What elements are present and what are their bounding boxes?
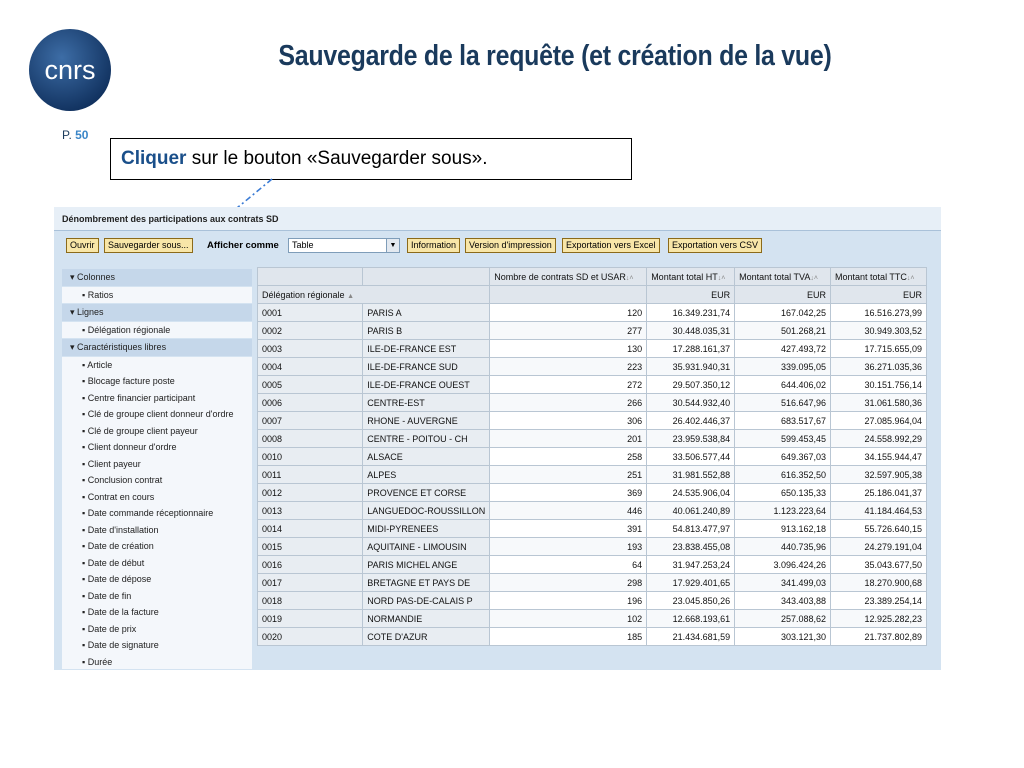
- table-row: [258, 340, 927, 358]
- value-cell: 21.737.802,89: [831, 628, 927, 646]
- export-csv-button[interactable]: Exportation vers CSV: [668, 238, 762, 253]
- region-code-cell[interactable]: 0014: [258, 520, 363, 538]
- nav-item[interactable]: ▪ Clé de groupe client donneur d'ordre: [62, 406, 252, 423]
- display-as-label: Afficher comme: [207, 240, 279, 251]
- column-header[interactable]: [490, 268, 647, 286]
- callout-emphasis: Cliquer: [121, 148, 187, 169]
- nav-item[interactable]: ▪ Date de prix: [62, 621, 252, 638]
- value-cell: 913.162,18: [735, 520, 831, 538]
- value-cell: 23.838.455,08: [647, 538, 735, 556]
- header-row: [258, 268, 927, 286]
- value-cell: 440.735,96: [735, 538, 831, 556]
- value-cell: 30.448.035,31: [647, 322, 735, 340]
- region-name-cell[interactable]: NORMANDIE: [363, 610, 490, 628]
- nav-item[interactable]: ▪ Date de création: [62, 538, 252, 555]
- value-cell: 24.535.906,04: [647, 484, 735, 502]
- value-cell: 3.096.424,26: [735, 556, 831, 574]
- value-cell: 33.506.577,44: [647, 448, 735, 466]
- region-code-cell[interactable]: 0004: [258, 358, 363, 376]
- nav-item-label: Clé de groupe client payeur: [87, 425, 198, 436]
- value-cell: 17.715.655,09: [831, 340, 927, 358]
- cnrs-logo: [28, 28, 112, 112]
- table-row: [258, 466, 927, 484]
- value-cell: 64: [490, 556, 647, 574]
- nav-item[interactable]: ▪ Centre financier participant: [62, 390, 252, 407]
- report-toolbar: [54, 232, 941, 262]
- results-body: [258, 304, 927, 646]
- table-row: [258, 592, 927, 610]
- table-row: [258, 628, 927, 646]
- region-code-cell[interactable]: 0002: [258, 322, 363, 340]
- display-as-select[interactable]: [288, 238, 400, 253]
- region-name-cell[interactable]: COTE D'AZUR: [363, 628, 490, 646]
- value-cell: 193: [490, 538, 647, 556]
- print-version-button[interactable]: Version d'impression: [465, 238, 556, 253]
- nav-item[interactable]: ▪ Ratios: [62, 287, 252, 304]
- nav-item[interactable]: ▪ Client payeur: [62, 456, 252, 473]
- value-cell: 185: [490, 628, 647, 646]
- region-code-cell[interactable]: 0001: [258, 304, 363, 322]
- nav-item-label: Ratios: [87, 289, 114, 300]
- value-cell: 369: [490, 484, 647, 502]
- region-name-cell[interactable]: ALSACE: [363, 448, 490, 466]
- region-code-cell[interactable]: 0015: [258, 538, 363, 556]
- unit-cell: EUR: [735, 286, 831, 304]
- value-cell: 41.184.464,53: [831, 502, 927, 520]
- value-cell: 341.499,03: [735, 574, 831, 592]
- value-cell: 12.668.193,61: [647, 610, 735, 628]
- report-window: [54, 207, 941, 670]
- logo-text: cnrs: [44, 55, 96, 85]
- header-empty: [363, 268, 490, 286]
- region-code-cell[interactable]: 0005: [258, 376, 363, 394]
- save-as-button[interactable]: Sauvegarder sous...: [104, 238, 193, 253]
- chevron-down-icon[interactable]: ▼: [386, 239, 399, 252]
- region-name-cell[interactable]: AQUITAINE - LIMOUSIN: [363, 538, 490, 556]
- region-name-cell[interactable]: ILE-DE-FRANCE SUD: [363, 358, 490, 376]
- region-name-cell[interactable]: MIDI-PYRENEES: [363, 520, 490, 538]
- sort-icon[interactable]: ▲: [347, 292, 355, 300]
- table-row: [258, 448, 927, 466]
- page-prefix: P.: [62, 128, 76, 142]
- value-cell: 31.947.253,24: [647, 556, 735, 574]
- column-header-label: Montant total TTC: [835, 271, 907, 282]
- value-cell: 272: [490, 376, 647, 394]
- value-cell: 196: [490, 592, 647, 610]
- row-header-label: Délégation régionale: [262, 289, 345, 300]
- table-row: [258, 484, 927, 502]
- value-cell: 599.453,45: [735, 430, 831, 448]
- column-header-label: Montant total TVA: [739, 271, 811, 282]
- value-cell: 32.597.905,38: [831, 466, 927, 484]
- table-row: [258, 412, 927, 430]
- value-cell: 30.949.303,52: [831, 322, 927, 340]
- value-cell: 306: [490, 412, 647, 430]
- value-cell: 25.186.041,37: [831, 484, 927, 502]
- column-header-label: Montant total HT: [651, 271, 718, 282]
- nav-item[interactable]: ▪ Délégation régionale: [62, 322, 252, 339]
- column-header[interactable]: [831, 268, 927, 286]
- table-row: [258, 610, 927, 628]
- nav-item[interactable]: ▪ Date commande réceptionnaire: [62, 505, 252, 522]
- results-table-wrap: [257, 267, 927, 646]
- value-cell: 16.516.273,99: [831, 304, 927, 322]
- table-row: [258, 430, 927, 448]
- unit-row: [258, 286, 927, 304]
- column-header[interactable]: [735, 268, 831, 286]
- nav-item-label: Date de signature: [87, 640, 159, 650]
- nav-item[interactable]: ▪ Durée: [62, 654, 252, 670]
- row-header[interactable]: [258, 286, 490, 304]
- value-cell: 102: [490, 610, 647, 628]
- nav-item-label: Blocage facture poste: [87, 376, 175, 386]
- value-cell: 16.349.231,74: [647, 304, 735, 322]
- value-cell: 258: [490, 448, 647, 466]
- region-code-cell[interactable]: 0019: [258, 610, 363, 628]
- region-name-cell[interactable]: BRETAGNE ET PAYS DE: [363, 574, 490, 592]
- table-row: [258, 574, 927, 592]
- value-cell: 446: [490, 502, 647, 520]
- nav-item-label: Client donneur d'ordre: [87, 442, 177, 452]
- value-cell: 40.061.240,89: [647, 502, 735, 520]
- nav-item-label: Date de la facture: [87, 607, 159, 617]
- table-row: [258, 556, 927, 574]
- nav-item-label: Date de prix: [87, 623, 137, 634]
- value-cell: 616.352,50: [735, 466, 831, 484]
- value-cell: 17.929.401,65: [647, 574, 735, 592]
- nav-item-label: Centre financier participant: [87, 392, 196, 403]
- region-name-cell[interactable]: PROVENCE ET CORSE: [363, 484, 490, 502]
- value-cell: 298: [490, 574, 647, 592]
- region-name-cell[interactable]: CENTRE - POITOU - CH: [363, 430, 490, 448]
- region-code-cell[interactable]: 0018: [258, 592, 363, 610]
- nav-item[interactable]: ▪ Date de la facture: [62, 604, 252, 621]
- value-cell: 303.121,30: [735, 628, 831, 646]
- region-code-cell[interactable]: 0011: [258, 466, 363, 484]
- display-as-value: Table: [292, 240, 314, 250]
- value-cell: 35.931.940,31: [647, 358, 735, 376]
- navigation-panel: [62, 269, 252, 669]
- region-name-cell[interactable]: LANGUEDOC-ROUSSILLON: [363, 502, 490, 520]
- unit-cell: EUR: [831, 286, 927, 304]
- region-code-cell[interactable]: 0020: [258, 628, 363, 646]
- value-cell: 277: [490, 322, 647, 340]
- nav-item-label: Contrat en cours: [87, 491, 155, 502]
- nav-item[interactable]: ▪ Date de signature: [62, 637, 252, 654]
- value-cell: 251: [490, 466, 647, 484]
- sort-icon[interactable]: ↓˄: [810, 274, 818, 282]
- region-name-cell[interactable]: ILE-DE-FRANCE OUEST: [363, 376, 490, 394]
- region-code-cell[interactable]: 0007: [258, 412, 363, 430]
- value-cell: 54.813.477,97: [647, 520, 735, 538]
- nav-item[interactable]: ▪ Contrat en cours: [62, 489, 252, 506]
- sort-icon[interactable]: ↓˄: [717, 274, 726, 282]
- value-cell: 391: [490, 520, 647, 538]
- nav-item-label: Article: [87, 359, 113, 370]
- table-row: [258, 394, 927, 412]
- nav-item-label: Durée: [87, 656, 113, 667]
- value-cell: 339.095,05: [735, 358, 831, 376]
- value-cell: 120: [490, 304, 647, 322]
- table-row: [258, 376, 927, 394]
- table-row: [258, 358, 927, 376]
- report-title: Dénombrement des participations aux contrats SD: [54, 207, 941, 231]
- region-code-cell[interactable]: 0010: [258, 448, 363, 466]
- table-row: [258, 502, 927, 520]
- region-name-cell[interactable]: PARIS A: [363, 304, 490, 322]
- region-name-cell[interactable]: ALPES: [363, 466, 490, 484]
- callout-text: sur le bouton «Sauvegarder sous».: [186, 148, 488, 169]
- value-cell: 17.288.161,37: [647, 340, 735, 358]
- nav-section-label: Colonnes: [77, 272, 116, 282]
- region-code-cell[interactable]: 0013: [258, 502, 363, 520]
- value-cell: 27.085.964,04: [831, 412, 927, 430]
- region-code-cell[interactable]: 0012: [258, 484, 363, 502]
- value-cell: 36.271.035,36: [831, 358, 927, 376]
- value-cell: 31.981.552,88: [647, 466, 735, 484]
- value-cell: 18.270.900,68: [831, 574, 927, 592]
- nav-item-label: Date de création: [87, 541, 154, 551]
- nav-section-label: Lignes: [77, 307, 104, 317]
- export-excel-button[interactable]: Exportation vers Excel: [562, 238, 660, 253]
- region-name-cell[interactable]: PARIS MICHEL ANGE: [363, 556, 490, 574]
- value-cell: 23.045.850,26: [647, 592, 735, 610]
- open-button[interactable]: Ouvrir: [66, 238, 99, 253]
- value-cell: 683.517,67: [735, 412, 831, 430]
- value-cell: 30.151.756,14: [831, 376, 927, 394]
- nav-item-label: Date commande réceptionnaire: [87, 508, 214, 518]
- value-cell: 34.155.944,47: [831, 448, 927, 466]
- region-name-cell[interactable]: NORD PAS-DE-CALAIS P: [363, 592, 490, 610]
- nav-item[interactable]: ▪ Client donneur d'ordre: [62, 439, 252, 456]
- value-cell: 167.042,25: [735, 304, 831, 322]
- value-cell: 30.544.932,40: [647, 394, 735, 412]
- nav-item-label: Conclusion contrat: [87, 475, 163, 485]
- nav-item-label: Date d'installation: [87, 524, 159, 535]
- instruction-callout: [110, 138, 632, 180]
- value-cell: 21.434.681,59: [647, 628, 735, 646]
- value-cell: 23.389.254,14: [831, 592, 927, 610]
- unit-cell: EUR: [647, 286, 735, 304]
- region-name-cell[interactable]: CENTRE-EST: [363, 394, 490, 412]
- slide-title: Sauvegarde de la requête (et création de la vue): [278, 40, 832, 72]
- value-cell: 24.279.191,04: [831, 538, 927, 556]
- results-table: [257, 267, 927, 646]
- nav-section-free-characteristics[interactable]: ▾ Caractéristiques libres: [62, 339, 252, 356]
- nav-item[interactable]: ▪ Date de dépose: [62, 571, 252, 588]
- value-cell: 223: [490, 358, 647, 376]
- header-empty: [258, 268, 363, 286]
- value-cell: 343.403,88: [735, 592, 831, 610]
- value-cell: 130: [490, 340, 647, 358]
- nav-item[interactable]: ▪ Article: [62, 357, 252, 374]
- value-cell: 1.123.223,64: [735, 502, 831, 520]
- sort-icon[interactable]: ↓˄: [625, 274, 634, 282]
- value-cell: 23.959.538,84: [647, 430, 735, 448]
- nav-section-rows[interactable]: ▾ Lignes: [62, 304, 252, 321]
- nav-item[interactable]: ▪ Blocage facture poste: [62, 373, 252, 390]
- nav-item[interactable]: ▪ Clé de groupe client payeur: [62, 423, 252, 440]
- region-name-cell[interactable]: RHONE - AUVERGNE: [363, 412, 490, 430]
- value-cell: 644.406,02: [735, 376, 831, 394]
- page-number: [62, 128, 88, 142]
- value-cell: 31.061.580,36: [831, 394, 927, 412]
- nav-section-columns[interactable]: ▾ Colonnes: [62, 269, 252, 286]
- value-cell: 55.726.640,15: [831, 520, 927, 538]
- unit-cell: [490, 286, 647, 304]
- value-cell: 35.043.677,50: [831, 556, 927, 574]
- region-code-cell[interactable]: 0006: [258, 394, 363, 412]
- value-cell: 26.402.446,37: [647, 412, 735, 430]
- value-cell: 24.558.992,29: [831, 430, 927, 448]
- region-code-cell[interactable]: 0017: [258, 574, 363, 592]
- column-header-label: Nombre de contrats SD et USAR: [494, 271, 626, 282]
- nav-section-label: Caractéristiques libres: [77, 342, 167, 352]
- region-name-cell[interactable]: ILE-DE-FRANCE EST: [363, 340, 490, 358]
- nav-item[interactable]: ▪ Date de fin: [62, 588, 252, 605]
- region-code-cell[interactable]: 0016: [258, 556, 363, 574]
- sort-icon[interactable]: ↓˄: [906, 274, 915, 282]
- value-cell: 650.135,33: [735, 484, 831, 502]
- nav-item-label: Date de dépose: [87, 574, 152, 584]
- value-cell: 29.507.350,12: [647, 376, 735, 394]
- value-cell: 501.268,21: [735, 322, 831, 340]
- nav-item[interactable]: ▪ Date d'installation: [62, 522, 252, 539]
- information-button[interactable]: Information: [407, 238, 460, 253]
- value-cell: 649.367,03: [735, 448, 831, 466]
- column-header[interactable]: [647, 268, 735, 286]
- value-cell: 257.088,62: [735, 610, 831, 628]
- region-code-cell[interactable]: 0003: [258, 340, 363, 358]
- nav-item[interactable]: ▪ Date de début: [62, 555, 252, 572]
- value-cell: 427.493,72: [735, 340, 831, 358]
- table-row: [258, 304, 927, 322]
- value-cell: 266: [490, 394, 647, 412]
- nav-item-label: Date de début: [87, 557, 145, 568]
- table-row: [258, 520, 927, 538]
- free-characteristics-list: [62, 357, 252, 670]
- nav-item-label: Client payeur: [87, 458, 141, 469]
- region-name-cell[interactable]: PARIS B: [363, 322, 490, 340]
- region-code-cell[interactable]: 0008: [258, 430, 363, 448]
- nav-item[interactable]: ▪ Conclusion contrat: [62, 472, 252, 489]
- nav-item-label: Date de fin: [87, 590, 132, 601]
- page-number-value: 50: [75, 128, 89, 142]
- table-row: [258, 322, 927, 340]
- value-cell: 201: [490, 430, 647, 448]
- nav-item-label: Clé de groupe client donneur d'ordre: [87, 409, 234, 419]
- nav-item-label: Délégation régionale: [87, 324, 171, 335]
- table-row: [258, 538, 927, 556]
- value-cell: 516.647,96: [735, 394, 831, 412]
- value-cell: 12.925.282,23: [831, 610, 927, 628]
